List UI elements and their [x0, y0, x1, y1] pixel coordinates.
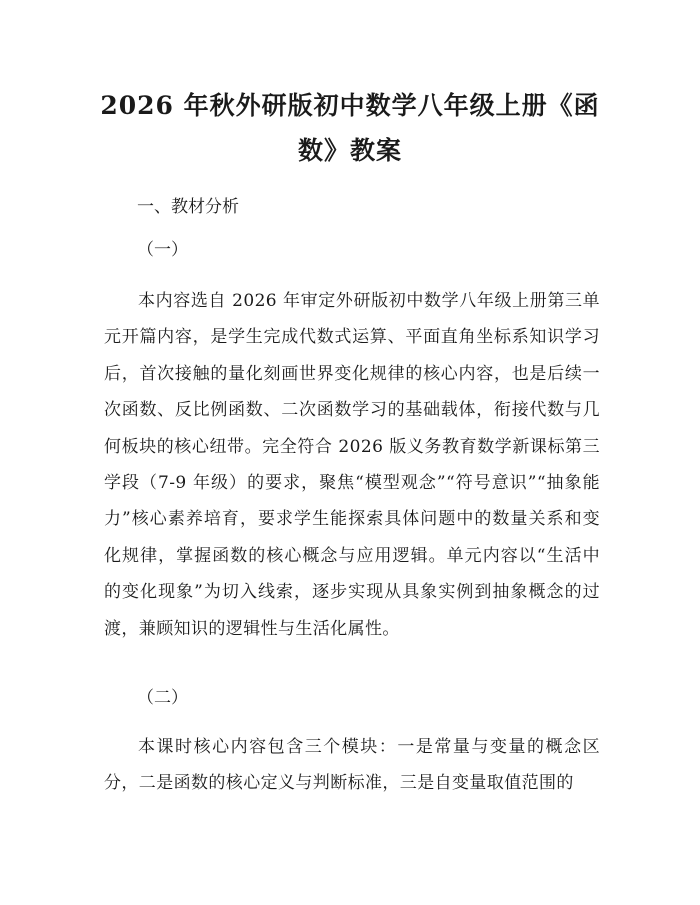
body-paragraph-1: 本内容选自 2026 年审定外研版初中数学八年级上册第三单元开篇内容，是学生完成代数式运算、平面直角坐标系知识学习后，首次接触的量化刻画世界变化规律的核心内容，也是后续一次函数、反比例函数、二次函数学习的基础载体，衔接代数与几何板块的核心纽带。完全符合 2026 版义务教育数学新课标第三学段（7-9 年级）的要求，聚焦“模型观念”“符号意识”“抽象能力”核心素养培育，要求学生能探索具体问题中的数量关系和变化规律，掌握函数的核心概念与应用逻辑。单元内容以“生活中的变化现象”为切入线索，逐步实现从具象实例到抽象概念的过渡，兼顾知识的逻辑性与生活化属性。 [104, 291, 600, 639]
section-heading: 一、教材分析 [137, 197, 239, 217]
subsection-label-2: （二） [137, 688, 188, 708]
body-paragraph-2: 本课时核心内容包含三个模块：一是常量与变量的概念区分，二是函数的核心定义与判断标准，三是自变量取值范围的 [104, 737, 600, 794]
subsection-label-1: （一） [137, 240, 188, 260]
document-title-line2: 数》教案 [297, 136, 402, 165]
document-title-line1: 2026 年秋外研版初中数学八年级上册《函 [100, 91, 600, 120]
